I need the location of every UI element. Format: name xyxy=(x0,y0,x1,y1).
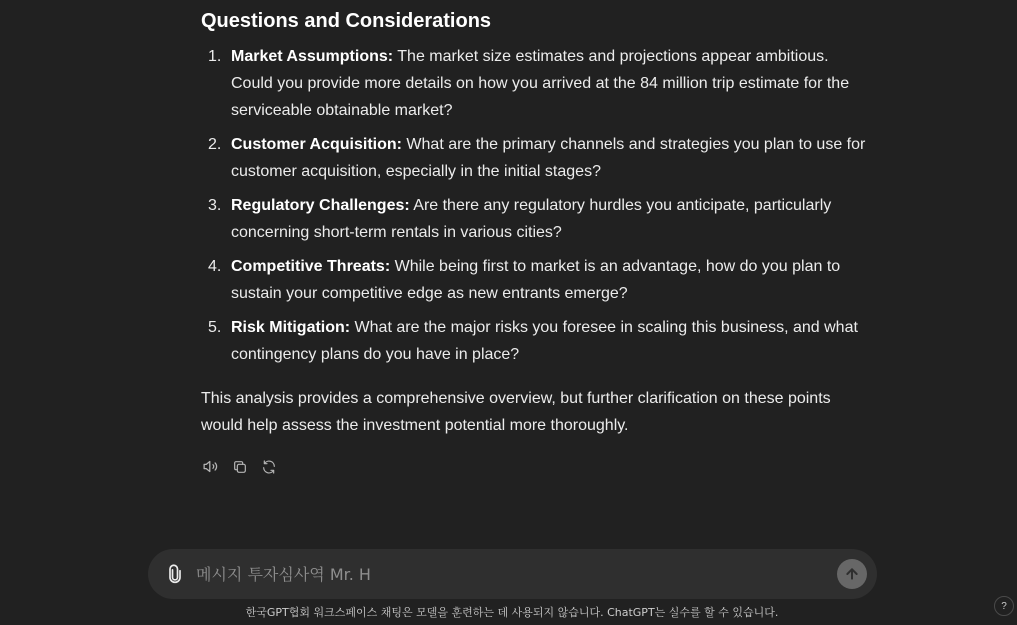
list-number: 4. xyxy=(208,258,222,275)
question-text: While being first to market is an advantage, how do you plan to sustain your competitive edge as new entrants emerge? xyxy=(231,258,841,302)
help-button[interactable]: ? xyxy=(994,596,1014,616)
footer-disclaimer: 한국GPT협회 워크스페이스 채팅은 모델을 훈련하는 데 사용되지 않습니다. ChatGPT는 실수를 할 수 있습니다. xyxy=(245,606,779,619)
read-aloud-button[interactable] xyxy=(201,457,220,476)
question-title: Risk Mitigation: xyxy=(231,319,351,336)
regenerate-button[interactable] xyxy=(259,457,278,476)
question-text: Are there any regulatory hurdles you anticipate, particularly concerning short-term rentals in various cities? xyxy=(231,197,832,241)
list-number: 1. xyxy=(208,48,222,65)
arrow-up-icon xyxy=(844,566,860,582)
question-text: What are the major risks you foresee in scaling this business, and what contingency plans do you have in place? xyxy=(231,319,858,363)
question-text: What are the primary channels and strategies you plan to use for customer acquisition, especially in the initial stages? xyxy=(231,136,866,180)
question-title: Regulatory Challenges: xyxy=(231,197,410,214)
message-composer xyxy=(148,549,877,599)
copy-icon xyxy=(232,459,248,475)
list-number: 2. xyxy=(208,136,222,153)
summary-paragraph: This analysis provides a comprehensive overview, but further clarification on these points would help assess the investment potential more thoroughly. xyxy=(201,390,831,434)
list-number: 5. xyxy=(208,319,222,336)
paperclip-icon xyxy=(165,563,185,585)
question-title: Market Assumptions: xyxy=(231,48,394,65)
section-heading: Questions and Considerations xyxy=(201,10,492,32)
list-item xyxy=(201,314,873,368)
regenerate-icon xyxy=(261,459,277,475)
list-item xyxy=(201,43,873,124)
message-actions xyxy=(201,457,278,476)
list-item xyxy=(201,192,873,246)
question-text: The market size estimates and projections appear ambitious. Could you provide more details on how you arrived at the 84 million trip estimate for the serviceable obtainable market? xyxy=(231,48,850,119)
list-item xyxy=(201,253,873,307)
attach-button[interactable] xyxy=(163,562,187,586)
send-button[interactable] xyxy=(837,559,867,589)
copy-button[interactable] xyxy=(230,457,249,476)
questions-list xyxy=(201,43,873,375)
question-title: Customer Acquisition: xyxy=(231,136,402,153)
question-title: Competitive Threats: xyxy=(231,258,391,275)
speaker-icon xyxy=(202,458,219,475)
list-item xyxy=(201,131,873,185)
list-number: 3. xyxy=(208,197,222,214)
message-input[interactable] xyxy=(196,562,816,586)
